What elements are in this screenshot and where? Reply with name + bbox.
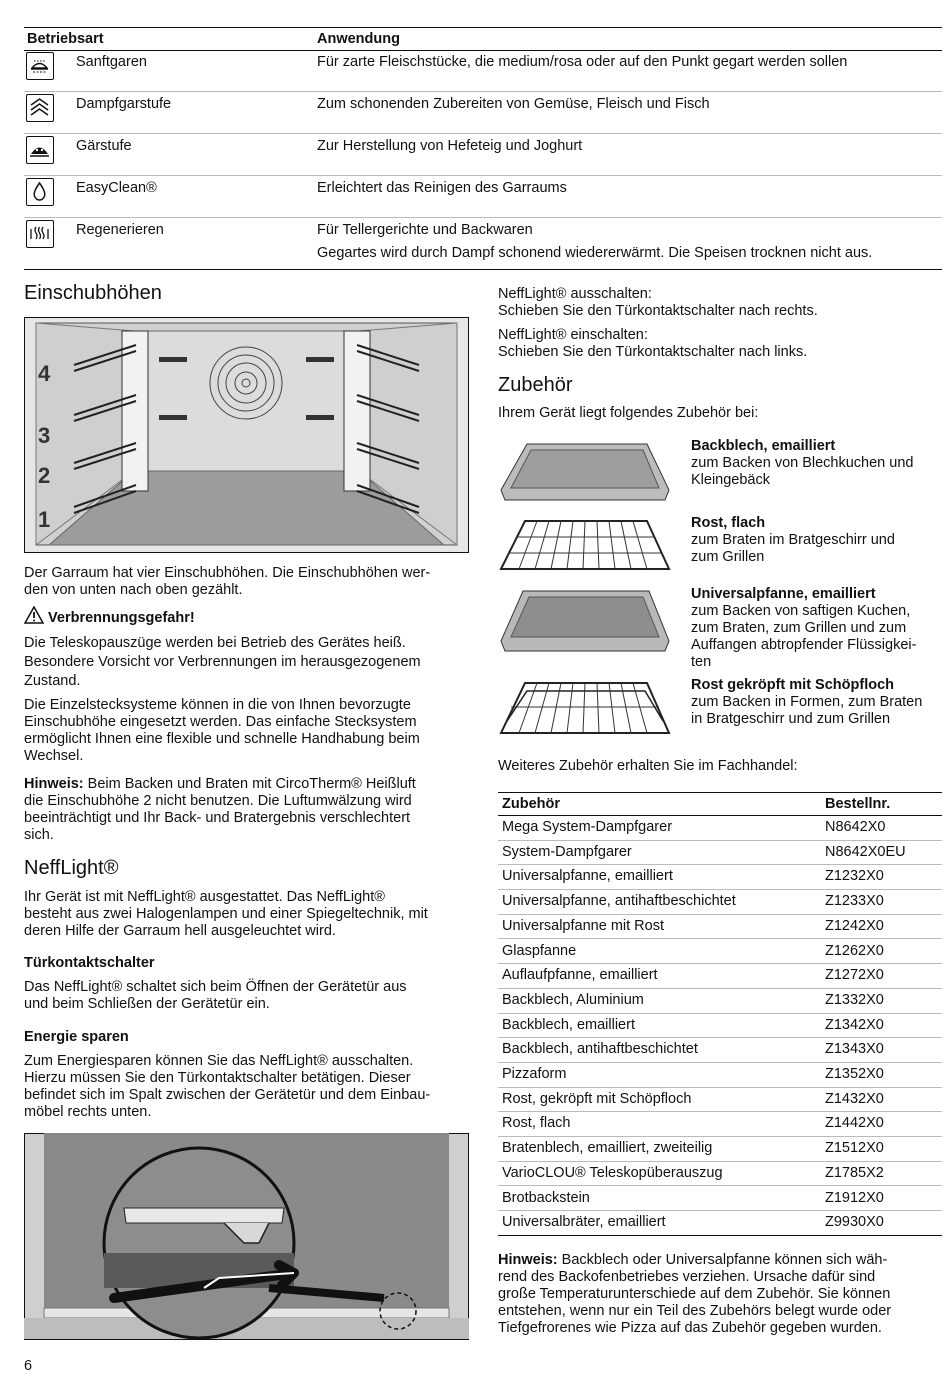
einschub-hint: [24, 776, 416, 844]
order-number: Z9930X0: [825, 1214, 884, 1231]
level-label: 3: [38, 423, 51, 448]
text-line: ten: [691, 654, 712, 670]
mode-use: Für Tellergerichte und Backwaren: [317, 222, 533, 238]
text-line: Einschubhöhe eingesetzt werden. Das einfache Stecksystem: [24, 714, 417, 730]
level-label: 2: [38, 463, 51, 488]
einschub-paragraph-1: [24, 565, 430, 599]
mode-use-extra: Gegartes wird durch Dampf schonend wiedererwärmt. Die Speisen trocknen nicht aus.: [317, 245, 873, 261]
warning-icon: [24, 606, 44, 629]
text-line: und beim Schließen der Gerätetür ein.: [24, 996, 270, 1012]
mode-name: Sanftgaren: [76, 54, 147, 70]
text-line: Backblech oder Universalpfanne können sich wäh-: [557, 1252, 888, 1268]
text-line: Der Garraum hat vier Einschubhöhen. Die Einschubhöhen wer-: [24, 565, 431, 581]
proofing-icon: [26, 136, 54, 164]
accessory-name: Universalpfanne, antihaftbeschichtet: [502, 893, 736, 910]
table-row: [498, 1111, 942, 1137]
order-number: Z1352X0: [825, 1066, 884, 1082]
header-use: Anwendung: [317, 31, 400, 47]
modes-table-header: [24, 27, 942, 51]
mode-name: Gärstufe: [76, 138, 132, 154]
order-number: Z1785X2: [825, 1164, 884, 1181]
text-line: Hierzu müssen Sie den Türkontaktschalter betätigen. Dieser: [24, 1070, 411, 1086]
text-line: Das NeffLight® schaltet sich beim Öffnen der Gerätetür aus: [24, 979, 407, 995]
text-line: zum Grillen: [691, 549, 765, 565]
table-row: [498, 1136, 942, 1162]
accessory-name: Backblech, Aluminium: [502, 991, 644, 1008]
mode-name: Dampfgarstufe: [76, 96, 172, 112]
accessory-name: Bratenblech, emailliert, zweiteilig: [502, 1140, 713, 1157]
mode-row: [24, 49, 942, 92]
table-row: [498, 1062, 942, 1088]
order-number: Z1442X0: [825, 1115, 884, 1132]
order-number: Z1233X0: [825, 893, 884, 910]
zubehoer-more: Weiteres Zubehör erhalten Sie im Fachhandel:: [498, 758, 798, 774]
text-line: entstehen, wenn nur ein Teil des Zubehörs belegt wurde oder: [498, 1303, 892, 1319]
text-line: in Bratgeschirr und zum Grillen: [691, 711, 891, 727]
text-line: besteht aus zwei Halogenlampen und einer Spiegeltechnik, mit: [24, 906, 428, 922]
hint-label: Hinweis:: [24, 776, 84, 792]
section-title-einschub: Einschubhöhen: [24, 282, 162, 304]
section-title-zubehoer: Zubehör: [498, 374, 573, 396]
accessory-item: [691, 586, 943, 671]
mode-row: [24, 175, 942, 218]
accessory-name: Mega System-Dampfgarer: [502, 819, 673, 835]
text-line: zum Backen von Blechkuchen und: [691, 455, 914, 471]
order-number: Z1912X0: [825, 1189, 884, 1206]
page-number: 6: [24, 1358, 33, 1374]
mode-use: Erleichtert das Reinigen des Garraums: [317, 180, 567, 196]
mode-row: [24, 133, 942, 176]
warning-text: [24, 634, 421, 691]
accessory-name: Backblech, antihaftbeschichtet: [502, 1041, 698, 1058]
order-number: Z1512X0: [825, 1140, 884, 1157]
order-number: Z1343X0: [825, 1041, 884, 1058]
accessory-item: [691, 515, 943, 566]
accessory-title: Universalpfanne, emailliert: [691, 586, 876, 602]
accessory-name: Glaspfanne: [502, 942, 577, 959]
text-line: sich.: [24, 827, 54, 843]
accessory-name: Auflaufpfanne, emailliert: [502, 967, 658, 984]
mode-use: Für zarte Fleischstücke, die medium/rosa oder auf den Punkt gegart werden sollen: [317, 54, 848, 70]
drop-icon: [26, 178, 54, 206]
flat-rack-image: [497, 517, 673, 575]
universal-pan-image: [497, 587, 673, 655]
mode-name: EasyClean®: [76, 180, 157, 196]
text-line: Besondere Vorsicht vor Verbrennungen im herausgezogenem: [24, 654, 421, 670]
text-line: Schieben Sie den Türkontaktschalter nach links.: [498, 344, 808, 360]
accessory-item: [691, 438, 943, 489]
text-line: Ihr Gerät ist mit NeffLight® ausgestattet. Das NeffLight®: [24, 889, 385, 905]
text-line: beeinträchtigt und Ihr Back- und Bratergebnis verschlechtert: [24, 810, 411, 826]
table-row: [498, 840, 942, 866]
table-row: [498, 1210, 942, 1236]
text-line: Die Einzelstecksysteme können in die von Ihnen bevorzugte: [24, 697, 411, 713]
nefflight-on: [498, 327, 807, 361]
accessory-name: Brotbackstein: [502, 1189, 590, 1206]
subheading-tuerkontakt: Türkontaktschalter: [24, 955, 155, 971]
text-line: die Einschubhöhe 2 nicht benutzen. Die Luftumwälzung wird: [24, 793, 412, 809]
accessory-name: System-Dampfgarer: [502, 843, 632, 860]
text-line: Beim Backen und Braten mit CircoTherm® Heißluft: [83, 776, 416, 792]
header-mode: Betriebsart: [27, 31, 104, 47]
table-row: [498, 815, 942, 841]
text-line: deren Hilfe der Garraum hell ausgeleuchtet wird.: [24, 923, 336, 939]
header-accessory: Zubehör: [502, 796, 560, 812]
text-line: rend des Backofenbetriebes verziehen. Ursache dafür sind: [498, 1269, 876, 1285]
oven-levels-illustration: [24, 317, 469, 553]
mode-use: Zur Herstellung von Hefeteig und Joghurt: [317, 138, 583, 154]
level-label: 1: [38, 507, 51, 532]
order-number: Z1272X0: [825, 967, 884, 984]
door-switch-illustration: [24, 1133, 469, 1340]
text-line: NeffLight® ausschalten:: [498, 286, 652, 302]
text-line: NeffLight® einschalten:: [498, 327, 648, 343]
accessory-name: Universalbräter, emailliert: [502, 1214, 666, 1231]
table-row: [498, 988, 942, 1014]
warning-heading: [24, 606, 195, 629]
text-line: Kleingebäck: [691, 472, 770, 488]
sanftgaren-icon: [26, 52, 54, 80]
text-line: möbel rechts unten.: [24, 1104, 152, 1120]
accessory-name: VarioCLOU® Teleskopüberauszug: [502, 1164, 723, 1181]
table-row: [498, 1186, 942, 1212]
accessory-title: Rost, flach: [691, 515, 766, 531]
text-line: zum Backen von saftigen Kuchen,: [691, 603, 911, 619]
steam-level-icon: [26, 94, 54, 122]
accessory-name: Backblech, emailliert: [502, 1016, 635, 1033]
text-line: zum Braten, zum Grillen und zum: [691, 620, 907, 636]
nefflight-paragraph-3: [24, 1053, 430, 1121]
mode-name: Regenerieren: [76, 222, 164, 238]
einschub-paragraph-2: [24, 697, 420, 765]
table-row: [498, 914, 942, 940]
table-row: [498, 1087, 942, 1113]
order-number: N8642X0EU: [825, 843, 906, 860]
baking-tray-image: [497, 438, 673, 504]
mode-use: Zum schonenden Zubereiten von Gemüse, Fleisch und Fisch: [317, 96, 710, 112]
header-order-no: Bestellnr.: [825, 796, 891, 812]
subheading-energie: Energie sparen: [24, 1029, 129, 1045]
cranked-rack-image: [497, 677, 673, 739]
mode-row: [24, 91, 942, 134]
table-row: [498, 864, 942, 890]
accessory-name: Pizzaform: [502, 1066, 567, 1082]
text-line: ermöglicht Ihnen eine flexible und schnelle Handhabung beim: [24, 731, 420, 747]
text-line: Zustand.: [24, 673, 81, 689]
section-title-nefflight: NeffLight®: [24, 857, 119, 879]
text-line: Wechsel.: [24, 748, 84, 764]
order-number: Z1242X0: [825, 917, 884, 934]
table-row: [498, 889, 942, 915]
text-line: Tiefgefrorenes wie Pizza auf das Zubehör gegeben wurden.: [498, 1320, 882, 1336]
order-number: Z1232X0: [825, 868, 884, 885]
nefflight-paragraph-2: [24, 979, 407, 1013]
text-line: Auffangen abtropfender Flüssigkei-: [691, 637, 917, 653]
text-line: Zum Energiesparen können Sie das NeffLight® ausschalten.: [24, 1053, 414, 1069]
accessory-title: Rost gekröpft mit Schöpfloch: [691, 677, 894, 693]
nefflight-paragraph-1: [24, 889, 428, 940]
text-line: Die Teleskopauszüge werden bei Betrieb des Gerätes heiß.: [24, 635, 406, 651]
accessory-name: Universalpfanne, emailliert: [502, 868, 673, 885]
order-number: Z1432X0: [825, 1090, 884, 1107]
table-row: [498, 1013, 942, 1039]
text-line: zum Braten im Bratgeschirr und: [691, 532, 895, 548]
order-number: Z1332X0: [825, 991, 884, 1008]
accessory-name: Universalpfanne mit Rost: [502, 917, 664, 934]
text-line: große Temperaturunterschiede auf dem Zubehör. Sie können: [498, 1286, 891, 1302]
text-line: befindet sich im Spalt zwischen der Gerätetür und dem Einbau-: [24, 1087, 431, 1103]
accessory-item: [691, 677, 943, 728]
warning-title: Verbrennungsgefahr!: [48, 610, 195, 626]
table-row: [498, 939, 942, 965]
accessory-name: Rost, flach: [502, 1115, 571, 1132]
table-row: [498, 963, 942, 989]
table-row: [498, 1161, 942, 1187]
hint-label: Hinweis:: [498, 1252, 558, 1268]
zubehoer-intro: Ihrem Gerät liegt folgendes Zubehör bei:: [498, 405, 759, 421]
accessory-table-header: [498, 792, 942, 816]
text-line: Schieben Sie den Türkontaktschalter nach rechts.: [498, 303, 818, 319]
regenerate-icon: [26, 220, 54, 248]
accessory-title: Backblech, emailliert: [691, 438, 836, 454]
accessory-name: Rost, gekröpft mit Schöpfloch: [502, 1090, 692, 1107]
table-row: [498, 1037, 942, 1063]
level-label: 4: [38, 361, 51, 386]
order-number: Z1262X0: [825, 942, 884, 959]
order-number: Z1342X0: [825, 1016, 884, 1033]
text-line: den von unten nach oben gezählt.: [24, 582, 243, 598]
zubehoer-hint: [498, 1252, 891, 1337]
text-line: zum Backen in Formen, zum Braten: [691, 694, 923, 710]
mode-row: [24, 217, 942, 270]
order-number: N8642X0: [825, 819, 886, 835]
nefflight-off: [498, 286, 818, 320]
